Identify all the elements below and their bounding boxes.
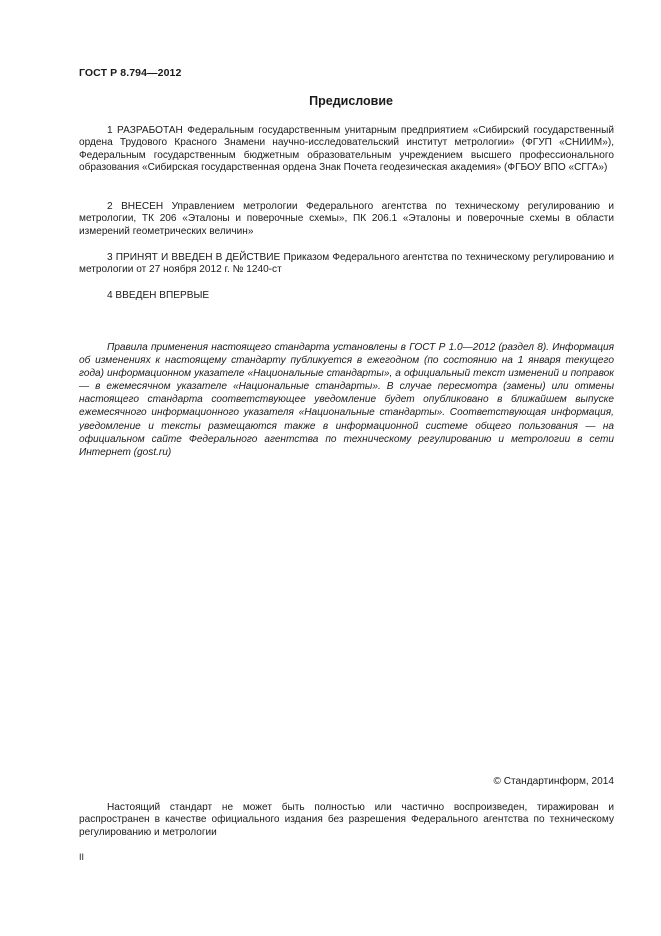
- application-rules-notice: Правила применения настоящего стандарта установлены в ГОСТ Р 1.0—2012 (раздел 8). Информация об изменениях к настоящему стандарту публикуется в ежегодном (по состоянию на 1 января текущего года) информационном указателе «Национальные стандарты», а официальный текст изменений и поправок — в ежемесячном указателе «Национальные стандарты». В случае пересмотра (замены) или отмены настоящего стандарта соответствующее уведомление будет опубликовано в ближайшем выпуске ежемесячного информационного указателя «Национальные стандарты». Соответствующая информация, уведомление и тексты размещаются также в информационной системе общего пользования — на официальном сайте Федерального агентства по техническому регулированию и метрологии в сети Интернет (gost.ru): [79, 342, 614, 458]
- preface-item-developed: 1 РАЗРАБОТАН Федеральным государственным унитарным предприятием «Сибирский государственный ордена Трудового Красного Знамени научно-исследовательский институт метрологии» (ФГУП «СНИИМ»), Федеральным государственным бюджетным образовательным учреждением высшего профессионального образования «Сибирская государственная ордена Знак Почета геодезическая академия» (ФГБОУ ВПО «СГГА»): [79, 125, 614, 173]
- preface-item-introduced: 2 ВНЕСЕН Управлением метрологии Федерального агентства по техническому регулированию и метрологии, ТК 206 «Эталоны и поверочные схемы», ПК 206.1 «Эталоны и поверочные схемы в области измерений геометрических величин»: [79, 201, 614, 237]
- copyright: © Стандартинформ, 2014: [493, 776, 614, 787]
- page-number: II: [79, 852, 85, 862]
- preface-item-first-introduced: 4 ВВЕДЕН ВПЕРВЫЕ: [107, 290, 210, 301]
- preface-item-adopted: 3 ПРИНЯТ И ВВЕДЕН В ДЕЙСТВИЕ Приказом Федерального агентства по техническому регулированию и метрологии от 27 ноября 2012 г. № 1240-ст: [79, 252, 614, 276]
- preface-title: Предисловие: [309, 94, 393, 108]
- document-code: ГОСТ Р 8.794—2012: [79, 67, 182, 79]
- reproduction-notice: Настоящий стандарт не может быть полностью или частично воспроизведен, тиражирован и распространен в качестве официального издания без разрешения Федерального агентства по техническому регулированию и метрологии: [79, 802, 614, 838]
